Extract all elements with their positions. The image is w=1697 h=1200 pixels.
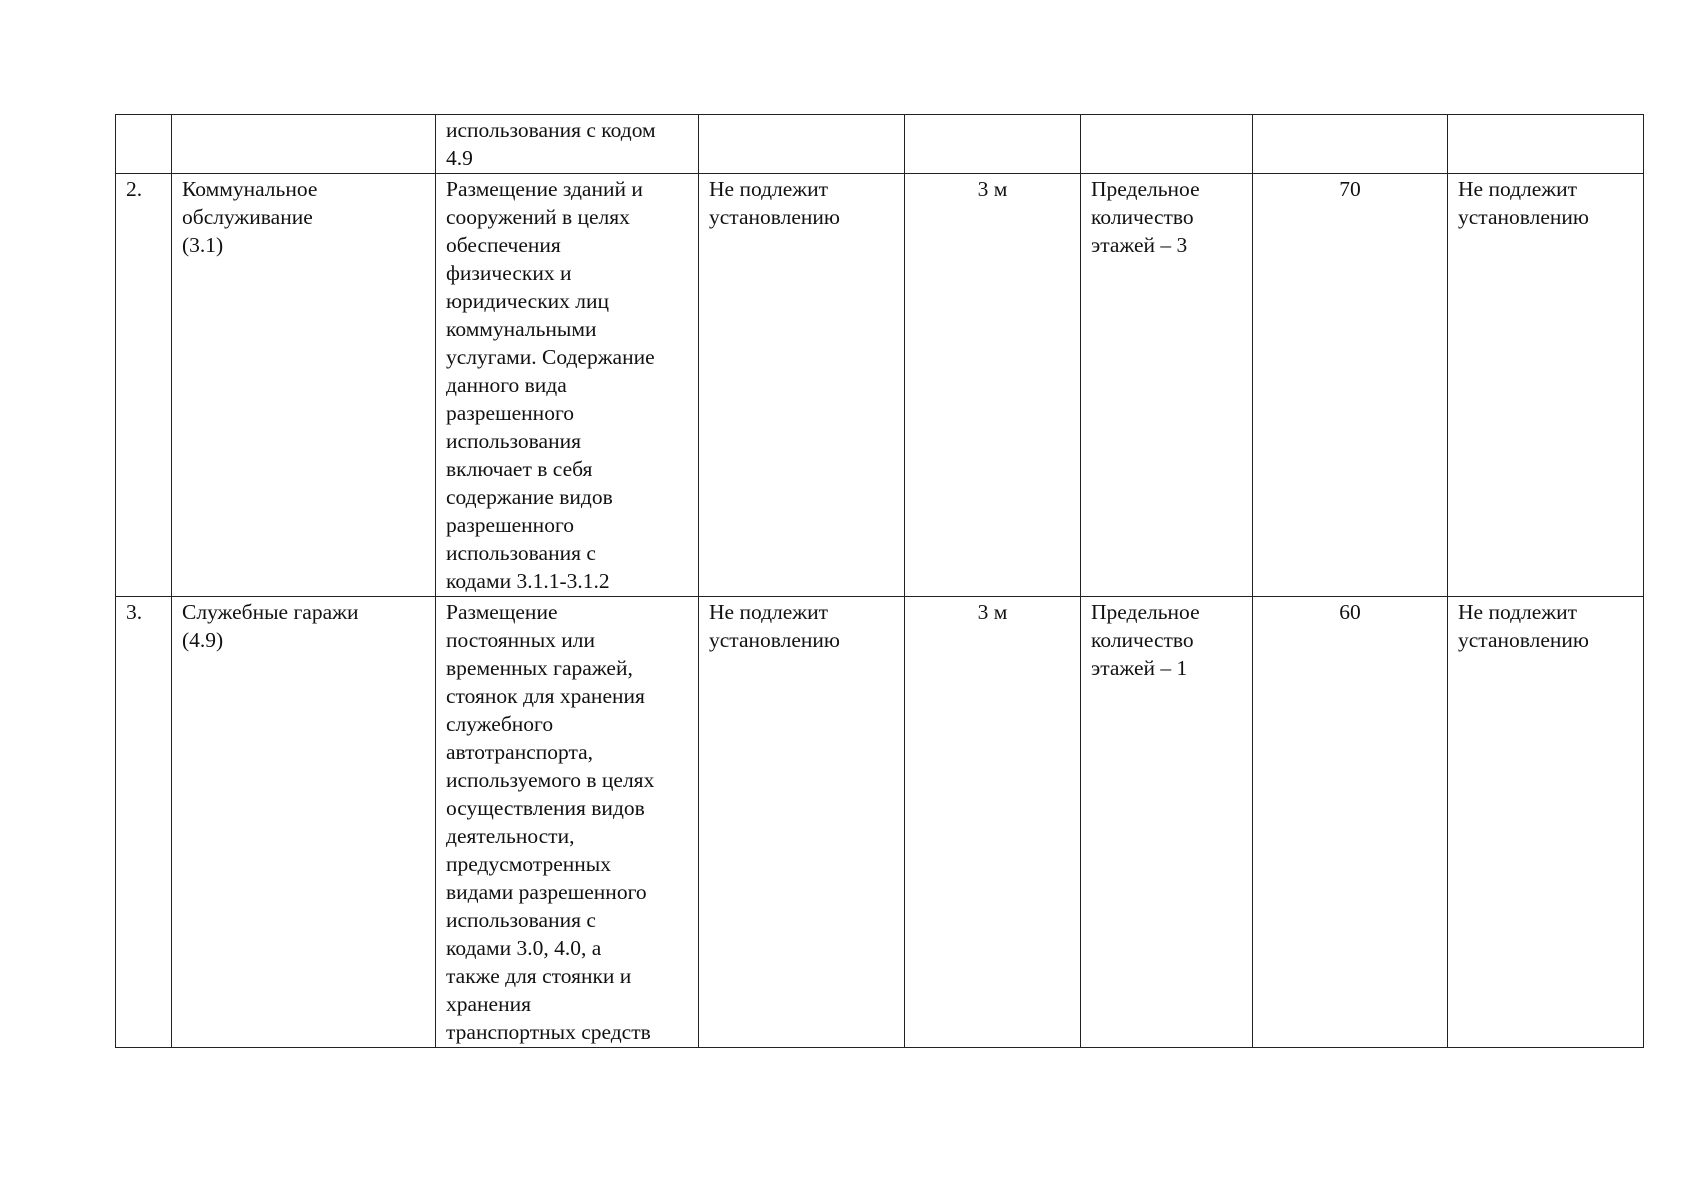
cell-coverage: 60 xyxy=(1253,597,1448,1048)
cell-area-limit xyxy=(699,115,905,174)
cell-number: 2. xyxy=(116,174,172,597)
table-row-continuation xyxy=(116,115,1644,174)
cell-floors xyxy=(1081,115,1253,174)
table-row xyxy=(116,597,1644,1048)
table-row xyxy=(116,174,1644,597)
cell-description: Размещение постоянных или временных гаражей, стоянок для хранения служебного автотранспорта, используемого в целях осуществления видов деятельности, предусмотренных видами разрешенного использования с кодами 3.0, 4.0, а также для стоянки и хранения транспортных средств xyxy=(436,597,699,1048)
cell-description: Размещение зданий и сооружений в целях обеспечения физических и юридических лиц коммунальными услугами. Содержание данного вида разрешенного использования включает в себя содержание видов разрешенного использования с кодами 3.1.1-3.1.2 xyxy=(436,174,699,597)
cell-number xyxy=(116,115,172,174)
cell-floors: Предельное количество этажей – 1 xyxy=(1081,597,1253,1048)
cell-name: Коммунальное обслуживание (3.1) xyxy=(172,174,436,597)
land-use-table xyxy=(115,114,1644,1048)
cell-other: Не подлежит установлению xyxy=(1448,597,1644,1048)
cell-area-limit: Не подлежит установлению xyxy=(699,174,905,597)
cell-number: 3. xyxy=(116,597,172,1048)
cell-setback: 3 м xyxy=(905,174,1081,597)
cell-other xyxy=(1448,115,1644,174)
cell-setback xyxy=(905,115,1081,174)
cell-coverage: 70 xyxy=(1253,174,1448,597)
cell-setback: 3 м xyxy=(905,597,1081,1048)
cell-name xyxy=(172,115,436,174)
cell-area-limit: Не подлежит установлению xyxy=(699,597,905,1048)
cell-floors: Предельное количество этажей – 3 xyxy=(1081,174,1253,597)
cell-other: Не подлежит установлению xyxy=(1448,174,1644,597)
cell-description: использования с кодом 4.9 xyxy=(436,115,699,174)
cell-coverage xyxy=(1253,115,1448,174)
cell-name: Служебные гаражи (4.9) xyxy=(172,597,436,1048)
